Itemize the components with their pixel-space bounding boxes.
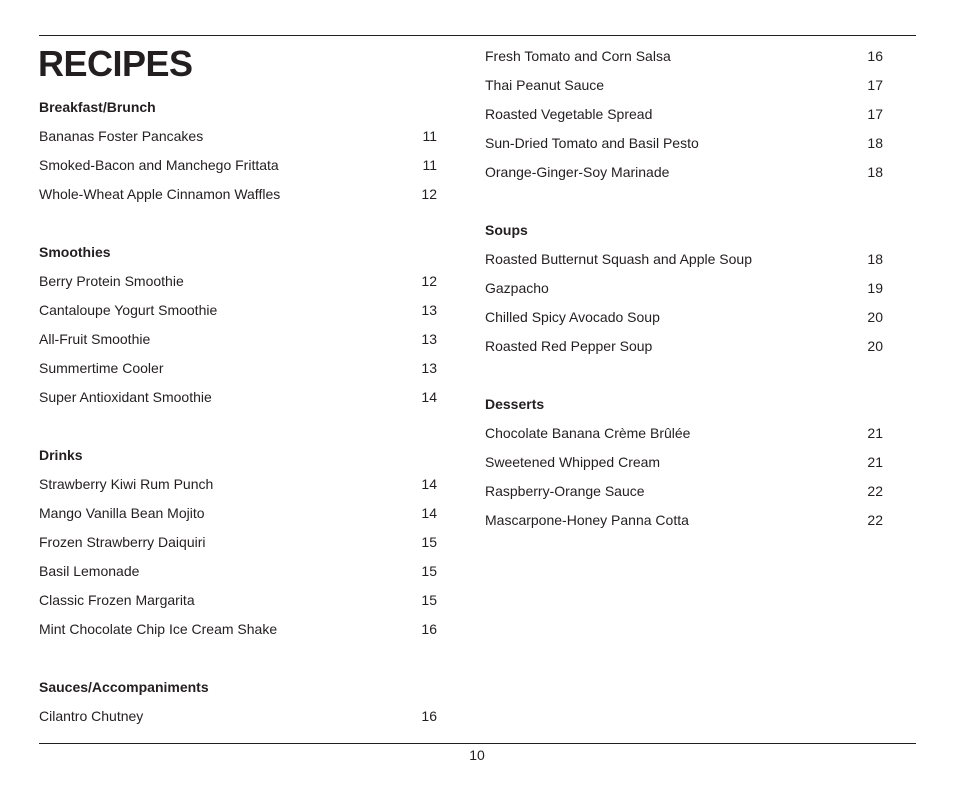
recipe-entry[interactable]: [39, 150, 437, 179]
recipe-name: All-Fruit Smoothie: [39, 330, 151, 347]
recipe-entry[interactable]: [485, 476, 883, 505]
recipe-entry[interactable]: [39, 556, 437, 585]
recipe-page: 17: [867, 105, 883, 122]
recipe-entry[interactable]: [39, 295, 437, 324]
recipe-name: Chocolate Banana Crème Brûlée: [485, 424, 691, 441]
recipe-page: 19: [867, 279, 883, 296]
recipe-name: Orange-Ginger-Soy Marinade: [485, 163, 670, 180]
section-gap: [39, 643, 437, 672]
recipe-page: 15: [421, 562, 437, 579]
recipe-page: 14: [421, 388, 437, 405]
recipe-entry[interactable]: [39, 353, 437, 382]
recipe-entry[interactable]: [39, 324, 437, 353]
recipe-entry[interactable]: [485, 418, 883, 447]
page-title: RECIPES: [38, 43, 193, 84]
recipe-name: Chilled Spicy Avocado Soup: [485, 308, 660, 325]
recipe-entry[interactable]: [39, 266, 437, 295]
recipe-entry[interactable]: [485, 447, 883, 476]
recipe-entry[interactable]: [39, 498, 437, 527]
recipe-page: 18: [867, 250, 883, 267]
recipe-entry[interactable]: [485, 157, 883, 186]
recipe-page: 13: [421, 359, 437, 376]
section-heading-sauces: Sauces/Accompaniments: [39, 678, 209, 695]
recipe-page: 11: [422, 127, 437, 144]
page-number: 10: [469, 747, 485, 763]
recipe-page: 15: [421, 591, 437, 608]
recipe-entry[interactable]: [485, 331, 883, 360]
recipe-name: Roasted Vegetable Spread: [485, 105, 653, 122]
top-rule: [39, 35, 916, 36]
recipe-entry[interactable]: [485, 273, 883, 302]
recipe-name: Roasted Red Pepper Soup: [485, 337, 653, 354]
recipe-entry[interactable]: [39, 701, 437, 730]
recipe-name: Sun-Dried Tomato and Basil Pesto: [485, 134, 699, 151]
recipe-page: 16: [867, 47, 883, 64]
recipe-page: 21: [867, 424, 883, 441]
recipe-entry[interactable]: [485, 128, 883, 157]
recipe-name: Basil Lemonade: [39, 562, 140, 579]
recipe-entry[interactable]: [39, 585, 437, 614]
recipe-name: Mint Chocolate Chip Ice Cream Shake: [39, 620, 278, 637]
recipe-page: 12: [421, 185, 437, 202]
section-gap: [39, 411, 437, 440]
recipe-entry[interactable]: [39, 121, 437, 150]
recipe-page: 22: [867, 511, 883, 528]
recipe-entry[interactable]: [39, 614, 437, 643]
recipe-name: Summertime Cooler: [39, 359, 164, 376]
section-heading-desserts: Desserts: [485, 395, 545, 412]
section-heading-soups: Soups: [485, 221, 528, 238]
recipe-name: Cantaloupe Yogurt Smoothie: [39, 301, 218, 318]
recipe-page: 16: [421, 620, 437, 637]
recipe-entry[interactable]: [485, 41, 883, 70]
recipe-entry[interactable]: [39, 382, 437, 411]
recipe-name: Frozen Strawberry Daiquiri: [39, 533, 206, 550]
recipe-name: Mango Vanilla Bean Mojito: [39, 504, 205, 521]
recipe-entry[interactable]: [39, 179, 437, 208]
recipe-page: 22: [867, 482, 883, 499]
recipe-entry[interactable]: [485, 505, 883, 534]
recipe-page: 12: [421, 272, 437, 289]
recipe-entry[interactable]: [39, 469, 437, 498]
recipe-entry[interactable]: [39, 527, 437, 556]
recipe-name: Smoked-Bacon and Manchego Frittata: [39, 156, 279, 173]
section-heading-breakfast: Breakfast/Brunch: [39, 98, 156, 115]
bottom-rule: [39, 743, 916, 744]
recipe-name: Sweetened Whipped Cream: [485, 453, 661, 470]
section-gap: [39, 208, 437, 237]
recipe-name: Super Antioxidant Smoothie: [39, 388, 212, 405]
recipe-page: 21: [867, 453, 883, 470]
recipe-page: 18: [867, 163, 883, 180]
recipe-page: 20: [867, 308, 883, 325]
recipe-name: Strawberry Kiwi Rum Punch: [39, 475, 214, 492]
recipe-page: 17: [867, 76, 883, 93]
recipe-page: 16: [421, 707, 437, 724]
recipe-page: 13: [421, 301, 437, 318]
recipe-page: 20: [867, 337, 883, 354]
recipe-page: 13: [421, 330, 437, 347]
section-heading-smoothies: Smoothies: [39, 243, 111, 260]
recipe-name: Mascarpone-Honey Panna Cotta: [485, 511, 689, 528]
recipe-entry[interactable]: [485, 244, 883, 273]
recipe-page: 11: [422, 156, 437, 173]
recipe-page: 14: [421, 504, 437, 521]
recipe-name: Roasted Butternut Squash and Apple Soup: [485, 250, 752, 267]
recipe-name: Berry Protein Smoothie: [39, 272, 184, 289]
recipe-name: Cilantro Chutney: [39, 707, 144, 724]
recipe-entry[interactable]: [485, 302, 883, 331]
section-gap: [485, 360, 883, 389]
recipe-name: Gazpacho: [485, 279, 549, 296]
recipe-page: 14: [421, 475, 437, 492]
recipe-name: Bananas Foster Pancakes: [39, 127, 204, 144]
recipe-name: Fresh Tomato and Corn Salsa: [485, 47, 671, 64]
right-column: [485, 41, 883, 534]
recipe-name: Whole-Wheat Apple Cinnamon Waffles: [39, 185, 281, 202]
recipe-entry[interactable]: [485, 70, 883, 99]
recipe-entry[interactable]: [485, 99, 883, 128]
section-heading-drinks: Drinks: [39, 446, 83, 463]
recipe-page: 18: [867, 134, 883, 151]
section-gap: [485, 186, 883, 215]
recipe-page: 15: [421, 533, 437, 550]
recipe-name: Classic Frozen Margarita: [39, 591, 195, 608]
left-column: [39, 92, 437, 730]
recipe-name: Raspberry-Orange Sauce: [485, 482, 645, 499]
recipe-name: Thai Peanut Sauce: [485, 76, 605, 93]
